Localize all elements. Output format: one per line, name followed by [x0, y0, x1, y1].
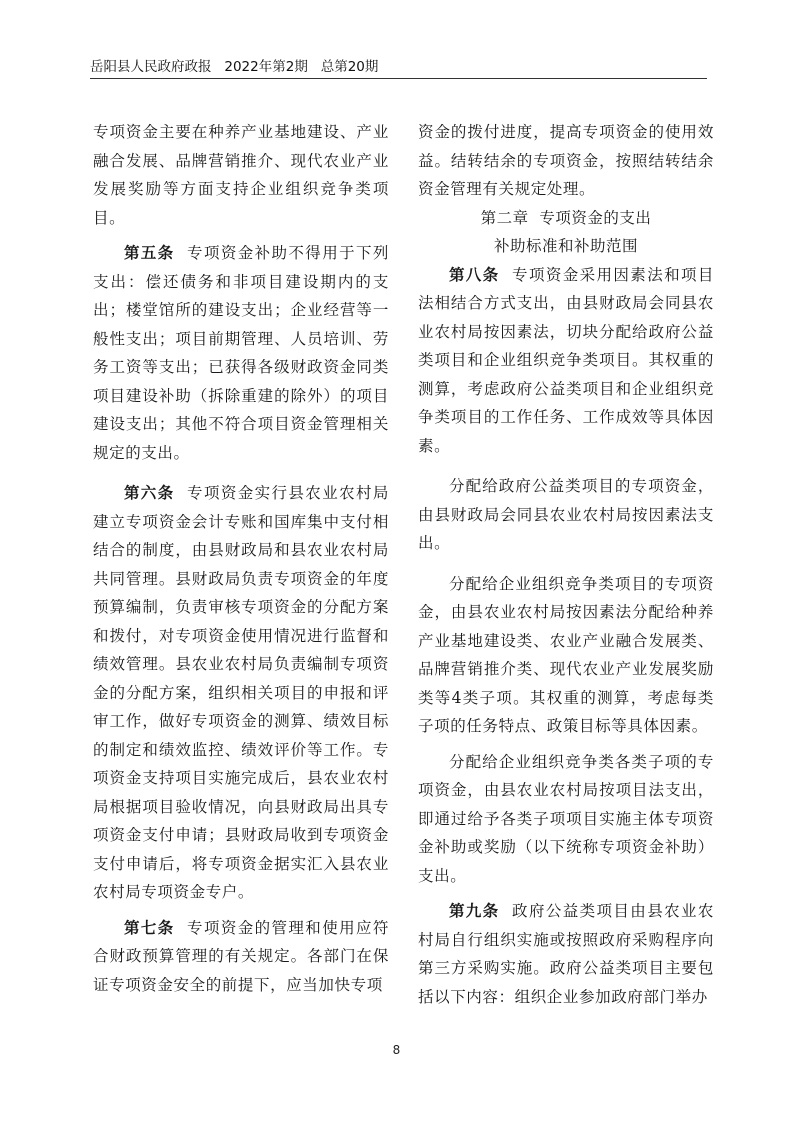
paragraph-continuation: 专项资金主要在种养产业基地建设、产业融合发展、品牌营销推介、现代农业产业发展奖励等方面支持企业组织竞争类项目。 — [93, 123, 389, 227]
article-7-text: 专项资金的管理和使用应符合财政预算管理的有关规定。各部门在保证专项资金安全的前提下，应当加快专项 — [93, 918, 389, 994]
article-8 — [418, 261, 714, 461]
article-9 — [418, 897, 714, 1011]
article-9-text: 政府公益类项目由县农业农村局自行组织实施或按照政府采购程序向第三方采购实施。政府公益类项目主要包括以下内容：组织企业参加政府部门举办 — [418, 902, 714, 1006]
running-header: 岳阳县人民政府政报 2022年第2期 总第20期 — [90, 58, 707, 79]
article-6-label: 第六条 — [124, 484, 175, 502]
right-column — [418, 118, 714, 1011]
article-9-label: 第九条 — [449, 902, 500, 920]
article-5-text: 专项资金补助不得用于下列支出：偿还债务和非项目建设期内的支出；楼堂馆所的建设支出；企业经营等一般性支出；项目前期管理、人员培训、劳务工资等支出；已获得各级财政资金同类项目建设补助（拆除重建的除外）的项目建设支出；其他不符合项目资金管理相关规定的支出。 — [93, 244, 389, 462]
article-7 — [93, 914, 389, 1000]
paragraph-continuation: 资金的拨付进度，提高专项资金的使用效益。结转结余的专项资金，按照结转结余资金管理有关规定处理。 — [418, 123, 714, 198]
article-6-text: 专项资金实行县农业农村局建立专项资金会计专账和国库集中支付相结合的制度，由县财政局和县农业农村局共同管理。县财政局负责专项资金的年度预算编制，负责审核专项资金的分配方案和拨付，对专项资金使用情况进行监督和绩效管理。县农业农村局负责编制专项资金的分配方案，组织相关项目的申报和评审工作，做好专项资金的测算、绩效目标的制定和绩效监控、绩效评价等工作。专项资金支持项目实施完成后，县农业农村局根据项目验收情况，向县财政局出具专项资金支付申请；县财政局收到专项资金支付申请后，将专项资金据实汇入县农业农村局专项资金专户。 — [93, 484, 389, 901]
paragraph: 分配给企业组织竞争类各类子项的专项资金，由县农业农村局按项目法支出，即通过给予各类子项项目实施主体专项资金补助或奖励（以下统称专项资金补助）支出。 — [418, 752, 714, 885]
paragraph: 分配给政府公益类项目的专项资金，由县财政局会同县农业农村局按因素法支出。 — [418, 477, 714, 552]
article-8-label: 第八条 — [449, 265, 500, 284]
chapter-subtitle: 补助标准和补助范围 — [493, 237, 638, 255]
left-column — [93, 118, 389, 999]
article-5-label: 第五条 — [124, 244, 175, 262]
page-number: 8 — [392, 1043, 401, 1057]
chapter-title: 第二章 专项资金的支出 — [480, 208, 652, 227]
article-8-text: 专项资金采用因素法和项目法相结合方式支出，由县财政局会同县农业农村局按因素法，切块分配给政府公益类项目和企业组织竞争类项目。其权重的测算，考虑政府公益类项目和企业组织竞争类项目的工作任务、工作成效等具体因素。 — [418, 265, 714, 455]
article-7-label: 第七条 — [124, 918, 175, 937]
paragraph: 分配给企业组织竞争类项目的专项资金，由县农业农村局按因素法分配给种养产业基地建设类、农业产业融合发展类、品牌营销推介类、现代农业产业发展奖励类等4类子项。其权重的测算，考虑每类子项的任务特点、政策目标等具体因素。 — [418, 574, 714, 735]
article-6 — [93, 479, 389, 907]
article-5 — [93, 239, 389, 467]
